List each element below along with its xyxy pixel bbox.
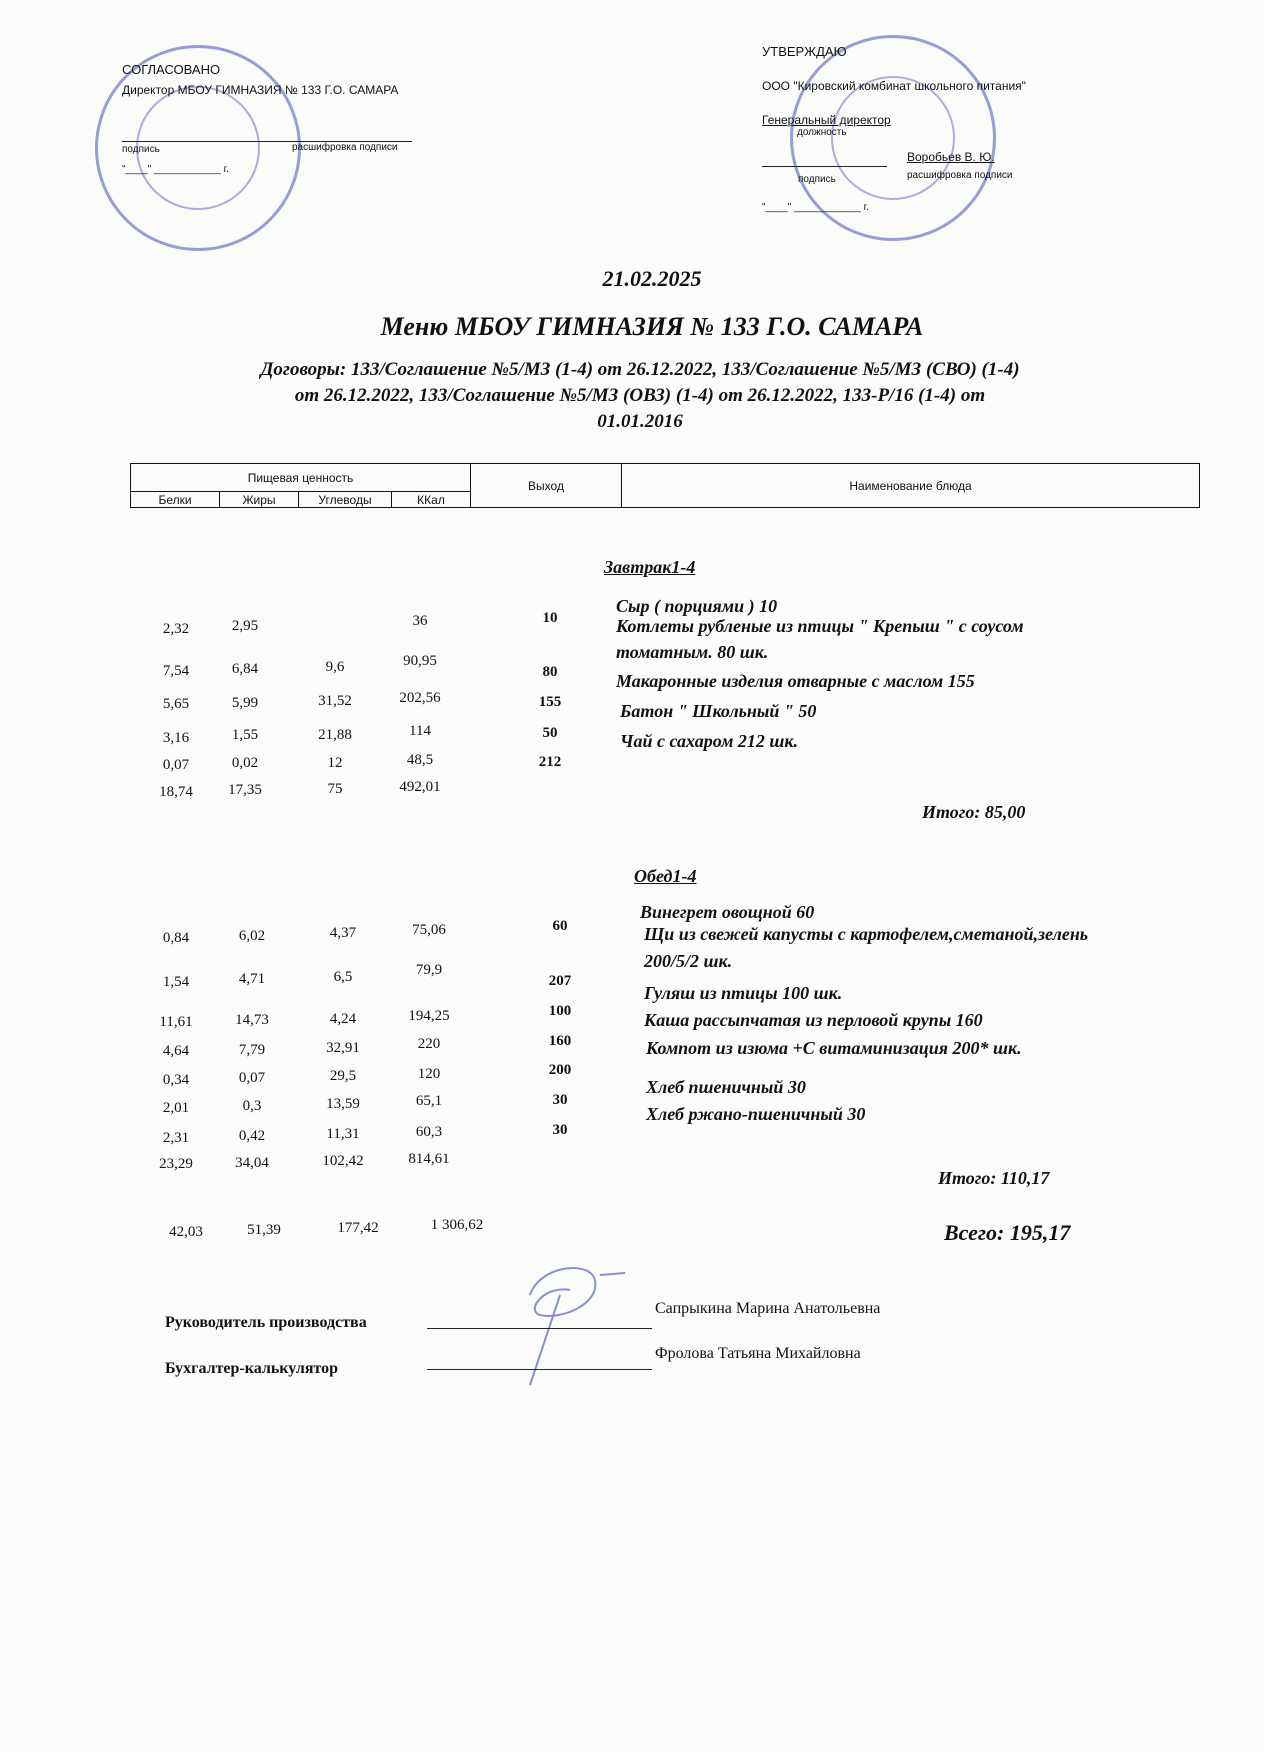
cell-protein: 11,61 (159, 1014, 193, 1030)
cell-kcal: 48,5 (406, 752, 434, 768)
cell-protein: 3,16 (162, 730, 190, 746)
date-line: "____" ____________ г. (122, 164, 229, 175)
kcal-header: ККал (392, 492, 471, 508)
dish-name: Сыр ( порциями ) 10 (616, 596, 778, 616)
cell-protein: 0,07 (162, 757, 190, 773)
lunch-title: Обед1-4 (634, 866, 697, 886)
dish-header: Наименование блюда (622, 464, 1200, 508)
sum-protein: 18,74 (159, 784, 193, 800)
dish-name: Каша рассыпчатая из перловой крупы 160 (644, 1010, 983, 1030)
dish-name: Хлеб пшеничный 30 (646, 1077, 806, 1097)
cell-carbs: 29,5 (329, 1068, 357, 1084)
cell-fat: 14,73 (235, 1012, 269, 1028)
sum-fat: 17,35 (228, 782, 262, 798)
signature-row (165, 1345, 1065, 1375)
dish-name: Хлеб ржано-пшеничный 30 (646, 1104, 866, 1124)
cell-carbs: 12 (327, 755, 343, 771)
cell-yield: 200 (548, 1062, 572, 1078)
signature-line (762, 166, 887, 167)
cell-kcal: 65,1 (415, 1093, 443, 1109)
cell-fat: 0,07 (238, 1070, 266, 1086)
cell-fat: 2,95 (231, 618, 259, 634)
cell-protein: 2,32 (162, 621, 190, 637)
dish-name-cont: 200/5/2 шк. (644, 951, 733, 971)
cell-kcal: 120 (417, 1066, 441, 1082)
contracts-line: от 26.12.2022, 133/Соглашение №5/МЗ (ОВЗ) (1-4) от 26.12.2022, 133-Р/16 (1-4) от (294, 385, 986, 406)
cell-yield: 155 (538, 694, 562, 710)
cell-yield: 60 (552, 918, 568, 934)
cell-protein: 0,84 (162, 930, 190, 946)
cell-protein: 7,54 (162, 663, 190, 679)
cell-kcal: 220 (417, 1036, 441, 1052)
cell-fat: 1,55 (231, 727, 259, 743)
cell-fat: 6,02 (238, 928, 266, 944)
approval-left (122, 62, 522, 175)
cell-carbs: 11,31 (326, 1126, 360, 1142)
cell-kcal: 75,06 (412, 922, 446, 938)
cell-protein: 4,64 (162, 1043, 190, 1059)
grand-kcal: 1 306,62 (430, 1217, 484, 1233)
position-label: должность (797, 127, 847, 138)
protein-header: Белки (131, 492, 220, 508)
cell-carbs: 4,37 (329, 925, 357, 941)
cell-protein: 0,34 (162, 1072, 190, 1088)
signature-row (165, 1300, 1065, 1330)
cell-kcal: 202,56 (399, 690, 441, 706)
dish-name: Компот из изюма +С витаминизация 200* шк. (646, 1038, 1022, 1058)
cell-fat: 6,84 (231, 661, 259, 677)
fat-header: Жиры (220, 492, 299, 508)
cell-fat: 0,3 (242, 1098, 262, 1114)
grand-total: Всего: 195,17 (944, 1220, 1071, 1245)
cell-kcal: 194,25 (408, 1008, 450, 1024)
grand-carbs: 177,42 (337, 1220, 379, 1236)
contracts-line: Договоры: 133/Соглашение №5/МЗ (1-4) от 26.12.2022, 133/Соглашение №5/МЗ (СВО) (1-4) (260, 359, 1020, 380)
decode-label: расшифровка подписи (292, 142, 398, 153)
contracts (100, 357, 1180, 435)
cell-yield: 212 (538, 754, 562, 770)
cell-fat: 0,02 (231, 755, 259, 771)
cell-protein: 2,31 (162, 1130, 190, 1146)
cell-protein: 1,54 (162, 974, 190, 990)
sum-kcal: 814,61 (408, 1151, 450, 1167)
cell-protein: 5,65 (162, 696, 190, 712)
dish-name: Батон " Школьный " 50 (620, 701, 817, 721)
dish-name: Макаронные изделия отварные с маслом 155 (616, 671, 975, 691)
sum-fat: 34,04 (235, 1155, 269, 1171)
breakfast-title: Завтрак1-4 (604, 557, 696, 577)
menu-table-header (130, 463, 1200, 508)
approval-left-position: Директор МБОУ ГИМНАЗИЯ № 133 Г.О. САМАРА (122, 83, 399, 97)
breakfast-total: Итого: 85,00 (922, 802, 1026, 822)
cell-yield: 10 (542, 610, 558, 626)
cell-carbs: 31,52 (318, 693, 352, 709)
cell-yield: 30 (552, 1122, 568, 1138)
sum-protein: 23,29 (159, 1156, 193, 1172)
approval-right-org: ООО "Кировский комбинат школьного питания" (762, 79, 1026, 93)
cell-fat: 0,42 (238, 1128, 266, 1144)
cell-fat: 7,79 (238, 1042, 266, 1058)
cell-yield: 30 (552, 1092, 568, 1108)
approval-left-heading: СОГЛАСОВАНО (122, 62, 221, 77)
nutrition-header: Пищевая ценность (131, 464, 471, 492)
dish-name: Котлеты рубленые из птицы " Крепыш " с соусом (616, 616, 1024, 636)
cell-carbs: 4,24 (329, 1011, 357, 1027)
signature-label: подпись (798, 174, 836, 185)
signature-role: Руководитель производства (165, 1314, 367, 1331)
signature-line (427, 1369, 652, 1370)
cell-kcal: 114 (409, 723, 431, 739)
lunch-total: Итого: 110,17 (938, 1168, 1050, 1188)
contracts-line: 01.01.2016 (597, 411, 683, 432)
signature-person: Фролова Татьяна Михайловна (655, 1345, 861, 1362)
approval-right-position: Генеральный директор (762, 113, 891, 127)
page-title: Меню МБОУ ГИМНАЗИЯ № 133 Г.О. САМАРА (380, 312, 924, 341)
approval-right-heading: УТВЕРЖДАЮ (762, 44, 847, 59)
carbs-header: Углеводы (299, 492, 392, 508)
sum-kcal: 492,01 (399, 779, 441, 795)
decode-label: расшифровка подписи (907, 170, 1013, 181)
cell-carbs: 21,88 (318, 727, 352, 743)
cell-fat: 5,99 (231, 695, 259, 711)
cell-carbs: 9,6 (325, 659, 345, 675)
grand-fat: 51,39 (247, 1222, 281, 1238)
signature-person: Сапрыкина Марина Анатольевна (655, 1300, 881, 1317)
cell-yield: 160 (548, 1033, 572, 1049)
cell-protein: 2,01 (162, 1100, 190, 1116)
cell-kcal: 60,3 (415, 1124, 443, 1140)
dish-name: Щи из свежей капусты с картофелем,сметаной,зелень (644, 924, 1089, 944)
date-line: "____" ____________ г. (762, 202, 869, 213)
grand-protein: 42,03 (169, 1224, 203, 1240)
menu-date: 21.02.2025 (602, 266, 702, 291)
dish-name: Гуляш из птицы 100 шк. (644, 983, 843, 1003)
dish-name-cont: томатным. 80 шк. (616, 642, 769, 662)
cell-yield: 80 (542, 664, 558, 680)
sum-carbs: 75 (327, 781, 343, 797)
cell-kcal: 90,95 (403, 653, 437, 669)
approval-right-name: Воробьев В. Ю. (907, 150, 995, 164)
cell-kcal: 36 (412, 613, 428, 629)
signature-label: подпись (122, 144, 160, 155)
dish-name: Винегрет овощной 60 (640, 902, 815, 922)
cell-fat: 4,71 (238, 971, 266, 987)
approval-right (762, 44, 1142, 213)
cell-carbs: 32,91 (326, 1040, 360, 1056)
cell-carbs: 6,5 (333, 969, 353, 985)
sum-carbs: 102,42 (322, 1153, 364, 1169)
cell-yield: 50 (542, 725, 558, 741)
yield-header: Выход (471, 464, 622, 508)
cell-kcal: 79,9 (415, 962, 443, 978)
signature-role: Бухгалтер-калькулятор (165, 1360, 339, 1377)
dish-name: Чай с сахаром 212 шк. (620, 731, 799, 751)
cell-yield: 207 (548, 973, 572, 989)
cell-yield: 100 (548, 1003, 572, 1019)
signature-line (427, 1328, 652, 1329)
cell-carbs: 13,59 (326, 1096, 360, 1112)
